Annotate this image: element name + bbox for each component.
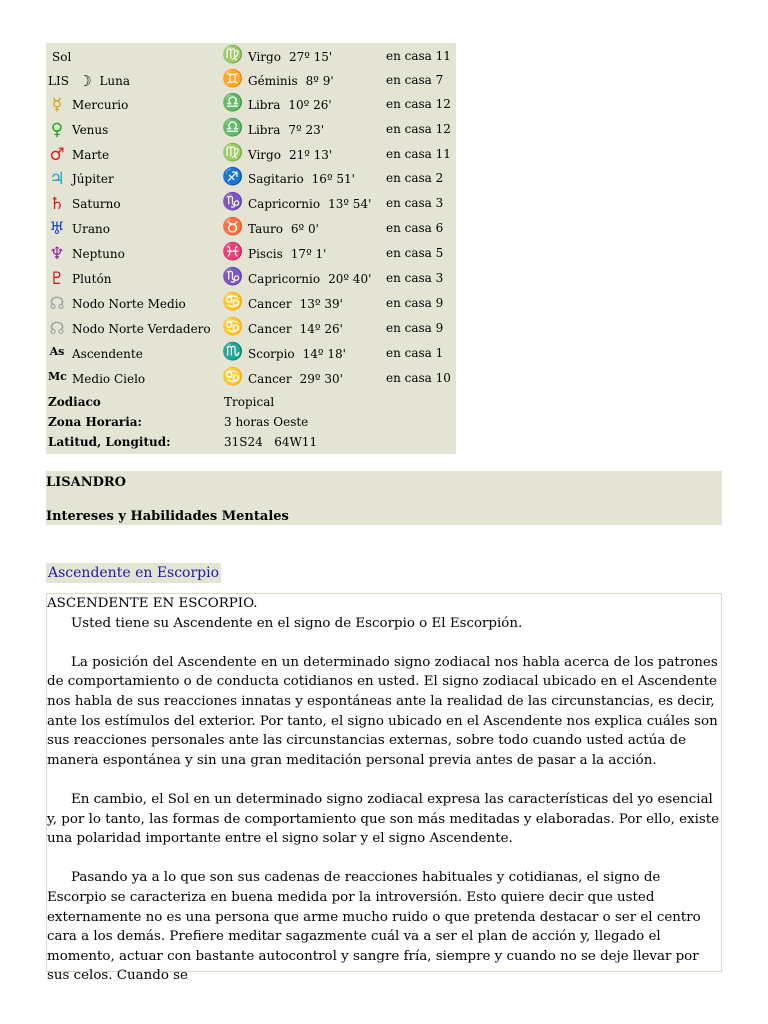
planet-label: Júpiter xyxy=(72,172,114,186)
sign-name: Sagitario xyxy=(248,172,304,186)
sign-degree: 10º 26' xyxy=(288,98,332,112)
zodiac-sign-icon: ♑ xyxy=(222,267,244,287)
report-subtitle: Intereses y Habilidades Mentales xyxy=(46,509,289,524)
zodiac-sign-icon: ♋ xyxy=(222,367,244,387)
setting-value: Tropical xyxy=(224,395,275,409)
planet-symbol-icon: ♄ xyxy=(49,194,65,214)
planet-row xyxy=(46,342,456,366)
zodiac-sign-icon: ♓ xyxy=(222,242,244,262)
planet-symbol-icon: ♂ xyxy=(49,145,65,165)
planet-label: Nodo Norte Medio xyxy=(72,297,186,311)
sign-cell xyxy=(248,197,371,211)
planet-label: Plutón xyxy=(72,272,112,286)
planet-label: Marte xyxy=(72,148,110,162)
planet-symbol-icon: ☊ xyxy=(49,294,65,314)
house-value: en casa 6 xyxy=(386,221,444,235)
planet-row xyxy=(46,292,456,316)
planet-symbol-icon: ♃ xyxy=(49,169,65,189)
sign-name: Piscis xyxy=(248,247,283,261)
planet-name xyxy=(72,297,186,311)
paragraph: Usted tiene su Ascendente en el signo de Escorpio o El Escorpión. xyxy=(71,615,523,631)
house-value: en casa 12 xyxy=(386,122,451,136)
zodiac-sign-icon: ♐ xyxy=(222,167,244,187)
sign-name: Cancer xyxy=(248,372,292,386)
zodiac-sign-icon: ♑ xyxy=(222,192,244,212)
sign-degree: 13º 39' xyxy=(299,297,343,311)
planet-symbol-icon: ☿ xyxy=(51,95,63,115)
setting-label: Latitud, Longitud: xyxy=(48,435,171,449)
sign-name: Scorpio xyxy=(248,347,295,361)
sign-cell xyxy=(248,123,324,137)
planet-label: Neptuno xyxy=(72,247,125,261)
planet-label: Luna xyxy=(99,74,131,88)
sign-degree: 14º 18' xyxy=(302,347,346,361)
sign-degree: 17º 1' xyxy=(290,247,327,261)
sign-name: Capricornio xyxy=(248,272,321,286)
report-header xyxy=(46,471,722,525)
sign-cell xyxy=(248,247,326,261)
planet-label: Venus xyxy=(72,123,109,137)
sign-degree: 16º 51' xyxy=(311,172,355,186)
zodiac-sign-icon: ♍ xyxy=(222,45,244,65)
planet-symbol-icon: ♅ xyxy=(49,219,65,239)
house-value: en casa 9 xyxy=(386,296,444,310)
house-value: en casa 2 xyxy=(386,171,444,185)
sign-degree: 29º 30' xyxy=(299,372,343,386)
house-value: en casa 7 xyxy=(386,73,444,87)
name-prefix: LIS xyxy=(48,74,69,88)
paragraph: Pasando ya a lo que son sus cadenas de reacciones habituales y cotidianas, el signo de Escorpio se caracteriza en buena medida por la introversión. Esto quiere decir que usted externamente no es una persona que arme mucho ruido o que pretenda destacar o ser el centro cara a los demás. Prefiere meditar sagazmente cuál va a ser el plan de acción y, llegado el momento, actuar con bastante autocontrol y sangre fría, siempre y cuando no se deje llevar por sus celos. Cuando se xyxy=(47,870,701,984)
planet-label: Nodo Norte Verdadero xyxy=(72,322,211,336)
person-name: LISANDRO xyxy=(46,475,126,490)
sign-degree: 27º 15' xyxy=(288,50,333,64)
setting-label: Zodiaco xyxy=(48,395,101,409)
planet-name xyxy=(72,322,211,336)
planet-name xyxy=(72,197,121,211)
planet-row xyxy=(46,367,456,391)
planet-label: Urano xyxy=(72,222,110,236)
planet-symbol-icon: ♇ xyxy=(49,269,65,289)
sign-cell xyxy=(248,347,346,361)
sign-name: Libra xyxy=(248,98,281,112)
sign-cell xyxy=(248,50,332,64)
sign-name: Virgo xyxy=(248,50,281,64)
sign-cell xyxy=(248,172,355,186)
planet-symbol-icon: ♀ xyxy=(50,120,64,140)
planet-symbol-icon: As xyxy=(49,345,65,358)
sign-cell xyxy=(248,372,343,386)
zodiac-sign-icon: ♋ xyxy=(222,317,244,337)
planet-name xyxy=(72,272,111,286)
setting-label: Zona Horaria: xyxy=(48,415,142,429)
planet-row xyxy=(46,69,456,93)
planet-row xyxy=(46,118,456,142)
house-value: en casa 3 xyxy=(386,271,444,285)
house-value: en casa 3 xyxy=(386,196,444,210)
planet-row xyxy=(46,93,456,117)
planet-row xyxy=(46,317,456,341)
sign-cell xyxy=(248,98,332,112)
zodiac-sign-icon: ♎ xyxy=(222,93,244,113)
sign-cell xyxy=(248,148,332,162)
sign-cell xyxy=(248,222,319,236)
planet-row xyxy=(46,242,456,266)
interpretation-text xyxy=(46,593,722,984)
planet-label: Sol xyxy=(52,50,72,64)
sign-degree: 20º 40' xyxy=(328,272,372,286)
planet-symbol-icon: ☊ xyxy=(49,319,65,339)
zodiac-sign-icon: ♏ xyxy=(222,342,244,362)
zodiac-sign-icon: ♊ xyxy=(222,69,244,89)
planet-name xyxy=(72,347,143,361)
zodiac-sign-icon: ♎ xyxy=(222,118,244,138)
house-value: en casa 11 xyxy=(386,49,451,63)
sign-name: Libra xyxy=(248,123,281,137)
planet-label: Mercurio xyxy=(72,98,129,112)
planet-name xyxy=(72,172,114,186)
section-title: Ascendente en Escorpio xyxy=(48,565,220,581)
house-value: en casa 1 xyxy=(386,346,444,360)
sign-name: Géminis xyxy=(248,74,298,88)
house-value: en casa 12 xyxy=(386,97,451,111)
planet-label: Medio Cielo xyxy=(72,372,146,386)
planet-label: Ascendente xyxy=(72,347,143,361)
paragraph-heading: ASCENDENTE EN ESCORPIO. xyxy=(47,596,258,611)
sign-degree: 6º 0' xyxy=(290,222,319,236)
sign-degree: 14º 26' xyxy=(299,322,343,336)
sign-degree: 13º 54' xyxy=(328,197,372,211)
sign-name: Tauro xyxy=(248,222,283,236)
sign-name: Virgo xyxy=(248,148,281,162)
sign-degree: 7º 23' xyxy=(288,123,325,137)
planet-row xyxy=(46,192,456,216)
house-value: en casa 5 xyxy=(386,246,444,260)
planet-name xyxy=(72,222,110,236)
planet-row xyxy=(46,143,456,167)
planet-row xyxy=(46,167,456,191)
paragraph: En cambio, el Sol en un determinado signo zodiacal expresa las características del yo esencial y, por lo tanto, las formas de comportamiento que son más meditadas y elaboradas. Por ello, existe una polaridad importante entre el signo solar y el signo Ascendente. xyxy=(47,791,720,847)
planet-row xyxy=(46,267,456,291)
planet-row xyxy=(46,217,456,241)
sign-cell xyxy=(248,74,334,88)
zodiac-sign-icon: ♉ xyxy=(222,217,244,237)
planet-symbol-icon: Mc xyxy=(48,370,67,383)
planet-name xyxy=(72,123,108,137)
sign-name: Capricornio xyxy=(248,197,321,211)
house-value: en casa 11 xyxy=(386,147,451,161)
zodiac-sign-icon: ♋ xyxy=(222,292,244,312)
planet-symbol-icon: ☽ xyxy=(78,72,92,90)
planet-symbol-icon: ♆ xyxy=(49,244,65,264)
sign-degree: 21º 13' xyxy=(288,148,333,162)
planet-name xyxy=(52,50,71,64)
sign-degree: 8º 9' xyxy=(305,74,334,88)
planet-label: Saturno xyxy=(72,197,121,211)
planet-name xyxy=(72,372,145,386)
planet-positions-table xyxy=(46,43,456,454)
setting-value: 31S24 64W11 xyxy=(224,435,318,449)
zodiac-sign-icon: ♍ xyxy=(222,143,244,163)
sign-cell xyxy=(248,297,343,311)
house-value: en casa 10 xyxy=(386,371,451,385)
sign-name: Cancer xyxy=(248,322,292,336)
planet-name xyxy=(72,148,109,162)
house-value: en casa 9 xyxy=(386,321,444,335)
planet-name xyxy=(72,247,125,261)
paragraph: La posición del Ascendente en un determinado signo zodiacal nos habla acerca de los patrones de comportamiento o de conducta cotidianos en usted. El signo zodiacal ubicado en el Ascendente nos habla de sus reacciones innatas y espontáneas ante la realidad de las circunstancias, es decir, ante los estímulos del exterior. Por tanto, el signo ubicado en el Ascendente nos explica cuáles son sus reacciones personales ante las circunstancias externas, sobre todo cuando usted actúa de manera espontánea y sin una gran meditación personal previa antes de pasar a la acción. xyxy=(47,654,718,768)
sign-cell xyxy=(248,322,343,336)
setting-value: 3 horas Oeste xyxy=(224,415,309,429)
planet-row xyxy=(46,45,456,69)
planet-name xyxy=(72,98,128,112)
sign-cell xyxy=(248,272,371,286)
sign-name: Cancer xyxy=(248,297,292,311)
planet-name xyxy=(48,74,130,88)
